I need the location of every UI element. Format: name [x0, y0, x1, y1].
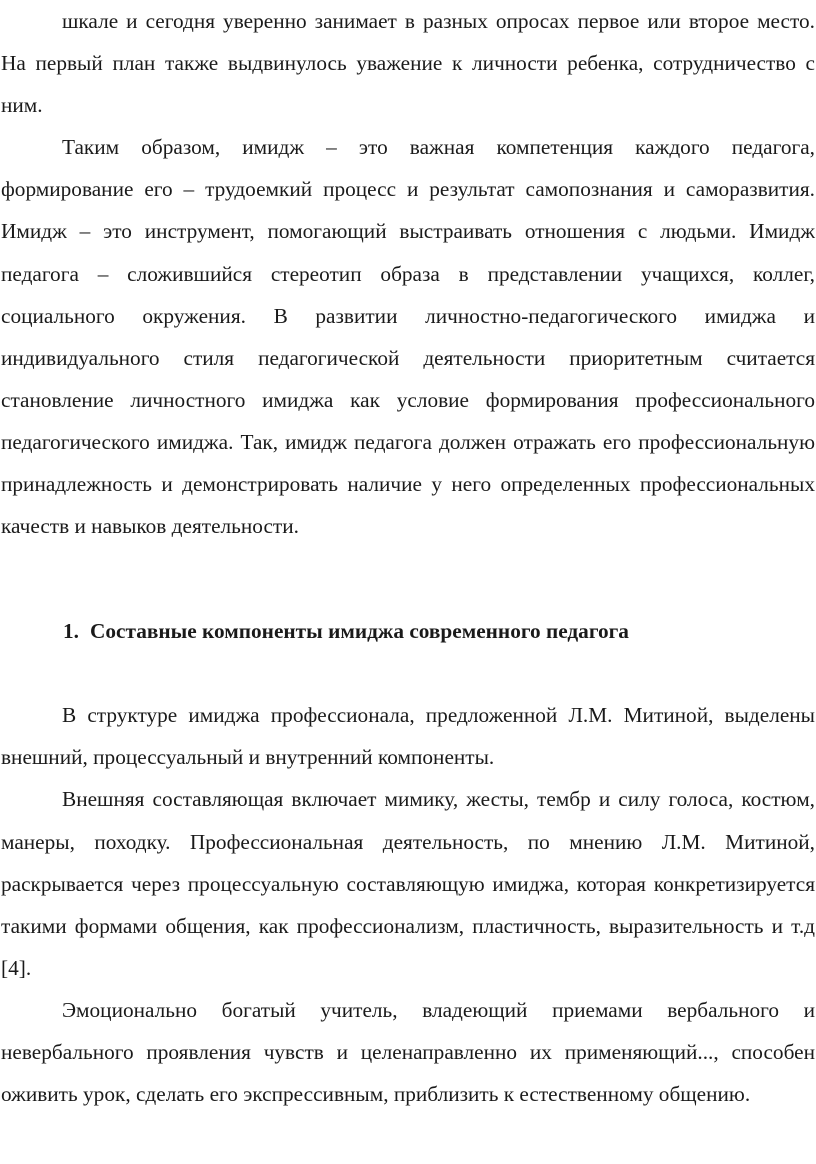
paragraph-image-summary: Таким образом, имидж – это важная компетенция каждого педагога, формирование его – трудоемкий процесс и результат самопознания и саморазвития. Имидж – это инструмент, помогающий выстраивать отношения с людьми. Имидж педагога – сложившийся стереотип образа в представлении учащихся, коллег, социального окружения. В развитии личностно-педагогического имиджа и индивидуального стиля педагогической деятельности приоритетным считается становление личностного имиджа как условие формирования профессионального педагогического имиджа. Так, имидж педагога должен отражать его профессиональную принадлежность и демонстрировать наличие у него определенных профессиональных качеств и навыков деятельности.	[1, 135, 815, 539]
section-number: 1.	[63, 619, 79, 644]
section-title: Составные компоненты имиджа современного педагога	[90, 619, 629, 644]
paragraph-external-component: Внешняя составляющая включает мимику, жесты, тембр и силу голоса, костюм, манеры, походку. Профессиональная деятельность, по мнению Л.М. Митиной, раскрывается через процессуальную составляющую имиджа, которая конкретизируется такими формами общения, как профессионализм, пластичность, выразительность и т.д [4].	[1, 787, 815, 980]
section-heading	[63, 610, 815, 652]
paragraph-emotional-teacher: Эмоционально богатый учитель, владеющий приемами вербального и невербального проявления чувств и целенаправленно их применяющий..., способен оживить урок, сделать его экспрессивным, приблизить к естественному общению.	[1, 997, 815, 1107]
paragraph-continuation: шкале и сегодня уверенно занимает в разных опросах первое или второе место. На первый план также выдвинулось уважение к личности ребенка, сотрудничество с ним.	[1, 9, 815, 118]
paragraph-structure: В структуре имиджа профессионала, предложенной Л.М. Митиной, выделены внешний, процессуальный и внутренний компоненты.	[1, 703, 815, 770]
